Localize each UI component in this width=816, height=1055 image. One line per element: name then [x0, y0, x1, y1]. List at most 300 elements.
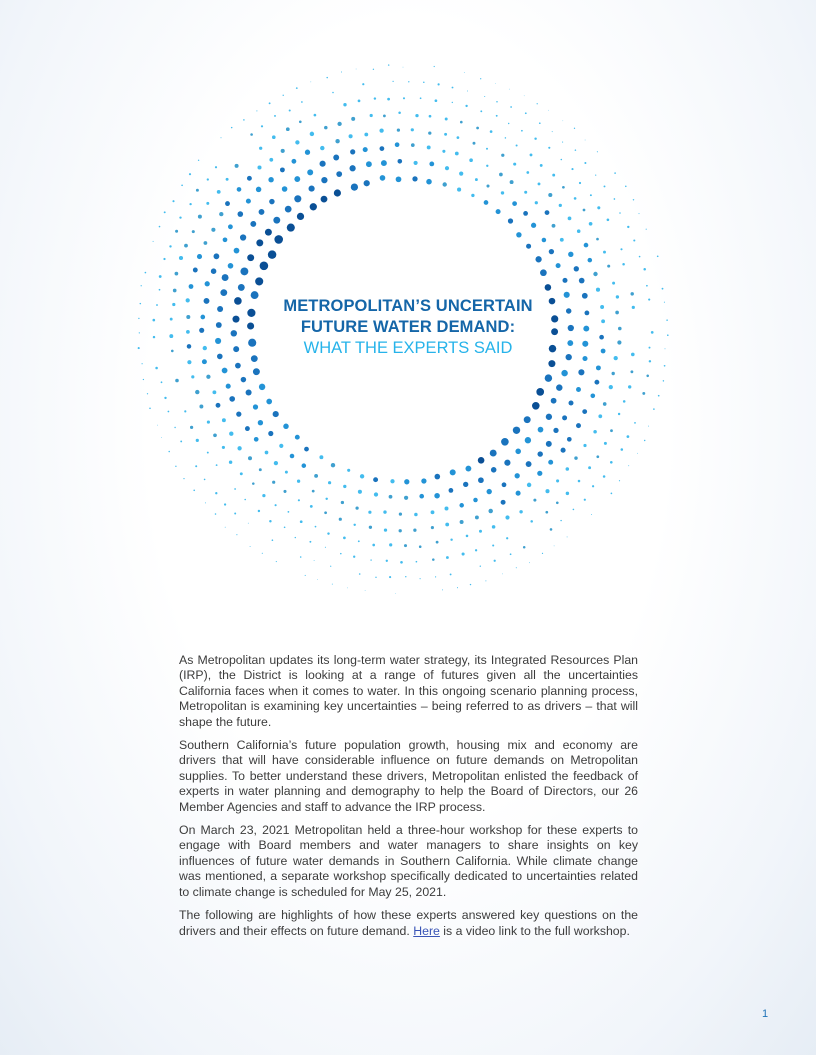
- decorative-dot: [334, 189, 341, 196]
- decorative-dot: [234, 488, 236, 490]
- decorative-dot: [574, 197, 577, 200]
- decorative-dot: [414, 161, 418, 165]
- decorative-dot: [622, 263, 625, 266]
- decorative-dot: [252, 482, 255, 485]
- decorative-dot: [552, 174, 555, 177]
- decorative-dot: [496, 115, 498, 117]
- decorative-dot: [319, 455, 323, 459]
- decorative-dot: [445, 523, 449, 527]
- decorative-dot: [521, 130, 523, 132]
- decorative-dot: [538, 427, 544, 433]
- decorative-dot: [248, 523, 249, 524]
- decorative-dot: [229, 460, 232, 463]
- decorative-dot: [335, 139, 339, 143]
- decorative-dot: [596, 455, 599, 458]
- decorative-dot: [478, 477, 484, 483]
- decorative-dot: [389, 495, 393, 499]
- decorative-dot: [516, 491, 521, 496]
- decorative-dot: [531, 223, 536, 228]
- decorative-dot: [228, 263, 234, 269]
- decorative-dot: [556, 384, 562, 390]
- decorative-dot: [566, 467, 570, 471]
- decorative-dot: [548, 147, 550, 149]
- decorative-dot: [234, 513, 236, 515]
- decorative-dot: [473, 498, 478, 503]
- decorative-dot: [295, 140, 299, 144]
- decorative-dot: [179, 216, 181, 218]
- decorative-dot: [246, 199, 251, 204]
- decorative-dot: [502, 482, 507, 487]
- decorative-dot: [358, 100, 361, 103]
- video-link[interactable]: Here: [413, 923, 440, 938]
- decorative-dot: [253, 404, 258, 409]
- decorative-dot: [545, 489, 549, 493]
- decorative-dot: [383, 115, 386, 118]
- decorative-dot: [156, 304, 158, 306]
- decorative-dot: [445, 118, 448, 121]
- decorative-dot: [545, 374, 552, 381]
- decorative-dot: [614, 172, 616, 174]
- decorative-dot: [273, 411, 279, 417]
- decorative-dot: [465, 466, 471, 472]
- decorative-dot: [579, 182, 581, 184]
- decorative-dot: [164, 211, 166, 213]
- decorative-dot: [397, 128, 400, 131]
- decorative-dot: [226, 384, 231, 389]
- decorative-dot: [537, 471, 542, 476]
- decorative-dot: [506, 537, 508, 539]
- decorative-dot: [222, 274, 229, 281]
- decorative-dot: [415, 114, 418, 117]
- decorative-dot: [225, 527, 226, 528]
- decorative-dot: [616, 295, 619, 298]
- decorative-dot: [648, 299, 650, 301]
- decorative-dot: [423, 82, 425, 84]
- decorative-dot: [428, 131, 431, 134]
- decorative-dot: [320, 161, 326, 167]
- decorative-dot: [169, 245, 171, 247]
- decorative-dot: [560, 520, 561, 521]
- decorative-dot: [236, 411, 241, 416]
- decorative-dot: [434, 493, 440, 499]
- decorative-dot: [238, 284, 245, 291]
- title-line-1: METROPOLITAN’S UNCERTAIN: [283, 297, 533, 315]
- decorative-dot: [245, 426, 250, 431]
- decorative-dot: [604, 442, 607, 445]
- decorative-dot: [436, 541, 439, 544]
- decorative-dot: [471, 194, 474, 197]
- decorative-dot: [553, 428, 558, 433]
- decorative-dot: [143, 379, 144, 380]
- paragraph: On March 23, 2021 Metropolitan held a three-hour workshop for these experts to engage with Board members and water managers to share insights on key influences of future water demands in Southern California. While climate change was mentioned, a separate workshop specifically dedicated to uncertainties related to climate change is scheduled for May 25, 2021.: [179, 823, 638, 899]
- decorative-dot: [539, 122, 541, 124]
- decorative-dot: [205, 502, 206, 503]
- decorative-dot: [330, 566, 331, 567]
- decorative-dot: [501, 438, 509, 446]
- decorative-dot: [310, 505, 313, 508]
- decorative-dot: [248, 456, 252, 460]
- decorative-dot: [515, 473, 520, 478]
- decorative-dot: [513, 427, 520, 434]
- decorative-dot: [358, 540, 360, 542]
- decorative-dot: [526, 244, 531, 249]
- decorative-dot: [411, 128, 414, 131]
- decorative-dot: [444, 133, 447, 136]
- decorative-dot: [325, 498, 327, 500]
- decorative-dot: [450, 538, 452, 540]
- decorative-dot: [649, 360, 651, 362]
- decorative-dot: [446, 556, 449, 559]
- decorative-dot: [588, 258, 593, 263]
- decorative-dot: [388, 64, 389, 65]
- decorative-dot: [649, 347, 651, 349]
- decorative-dot: [285, 471, 288, 474]
- decorative-dot: [360, 474, 364, 478]
- decorative-dot: [516, 232, 521, 237]
- decorative-dot: [463, 482, 468, 487]
- decorative-dot: [305, 150, 310, 155]
- decorative-dot: [435, 576, 436, 577]
- decorative-dot: [634, 422, 636, 424]
- decorative-dot: [247, 254, 254, 261]
- decorative-dot: [596, 238, 599, 241]
- decorative-dot: [449, 488, 454, 493]
- decorative-dot: [420, 97, 422, 99]
- decorative-dot: [589, 222, 593, 226]
- decorative-dot: [312, 490, 315, 493]
- decorative-dot: [546, 414, 552, 420]
- decorative-dot: [480, 78, 481, 79]
- decorative-dot: [411, 143, 415, 147]
- decorative-dot: [628, 385, 631, 388]
- decorative-dot: [262, 553, 263, 554]
- decorative-dot: [235, 363, 241, 369]
- decorative-dot: [466, 535, 469, 538]
- decorative-dot: [175, 230, 178, 233]
- decorative-dot: [234, 248, 240, 254]
- decorative-dot: [199, 328, 204, 333]
- decorative-dot: [631, 353, 635, 357]
- decorative-dot: [172, 200, 174, 202]
- decorative-dot: [253, 368, 260, 375]
- decorative-dot: [419, 545, 422, 548]
- decorative-dot: [398, 159, 403, 164]
- decorative-dot: [207, 178, 209, 180]
- decorative-dot: [199, 405, 203, 409]
- decorative-dot: [153, 336, 155, 338]
- decorative-dot: [599, 335, 604, 340]
- decorative-dot: [515, 449, 521, 455]
- decorative-dot: [261, 125, 263, 127]
- decorative-dot: [574, 128, 575, 129]
- decorative-dot: [324, 126, 328, 130]
- decorative-dot: [648, 426, 649, 427]
- decorative-dot: [241, 377, 246, 382]
- decorative-dot: [196, 189, 199, 192]
- decorative-dot: [527, 483, 531, 487]
- decorative-dot: [664, 365, 666, 367]
- decorative-dot: [240, 267, 248, 275]
- decorative-dot: [593, 430, 597, 434]
- decorative-dot: [244, 499, 246, 501]
- decorative-dot: [501, 191, 504, 194]
- decorative-dot: [609, 385, 613, 389]
- decorative-dot: [370, 559, 371, 560]
- decorative-dot: [516, 567, 517, 568]
- decorative-dot: [561, 448, 566, 453]
- decorative-dot: [212, 390, 216, 394]
- decorative-dot: [175, 272, 179, 276]
- decorative-dot: [562, 120, 563, 121]
- decorative-dot: [195, 390, 199, 394]
- decorative-dot: [171, 350, 174, 353]
- decorative-dot: [336, 171, 342, 177]
- decorative-dot: [349, 134, 353, 138]
- decorative-dot: [224, 503, 226, 505]
- decorative-dot: [368, 511, 371, 514]
- decorative-dot: [593, 272, 597, 276]
- decorative-dot: [429, 115, 432, 118]
- decorative-dot: [535, 201, 538, 204]
- decorative-dot: [582, 293, 588, 299]
- decorative-dot: [259, 468, 262, 471]
- decorative-dot: [567, 536, 568, 537]
- decorative-dot: [198, 160, 199, 161]
- decorative-dot: [400, 561, 403, 564]
- decorative-dot: [217, 190, 221, 194]
- decorative-dot: [459, 503, 464, 508]
- decorative-dot: [508, 218, 513, 223]
- decorative-dot: [343, 103, 346, 106]
- decorative-dot: [351, 117, 355, 121]
- decorative-dot: [206, 202, 209, 205]
- decorative-dot: [320, 146, 324, 150]
- decorative-dot: [204, 479, 206, 481]
- decorative-dot: [617, 340, 621, 344]
- decorative-dot: [324, 511, 327, 514]
- decorative-dot: [582, 341, 588, 347]
- decorative-dot: [398, 112, 401, 115]
- decorative-dot: [343, 537, 346, 540]
- decorative-dot: [159, 226, 161, 228]
- paragraph-text: The following are highlights of how these experts answered key questions on the drivers and their effects on future demand.: [179, 908, 638, 938]
- decorative-dot: [257, 165, 261, 169]
- decorative-dot: [530, 153, 533, 156]
- decorative-dot: [443, 182, 447, 186]
- decorative-dot: [307, 169, 313, 175]
- decorative-dot: [445, 166, 449, 170]
- decorative-dot: [566, 492, 569, 495]
- decorative-dot: [583, 326, 589, 332]
- decorative-dot: [266, 399, 272, 405]
- decorative-dot: [274, 235, 283, 244]
- decorative-dot: [492, 525, 496, 529]
- decorative-dot: [577, 229, 581, 233]
- decorative-dot: [416, 561, 418, 563]
- decorative-dot: [341, 71, 342, 72]
- decorative-dot: [326, 77, 327, 78]
- decorative-dot: [170, 318, 173, 321]
- decorative-dot: [314, 560, 315, 561]
- decorative-dot: [141, 285, 142, 286]
- decorative-dot: [365, 590, 366, 591]
- decorative-dot: [339, 518, 342, 521]
- decorative-dot: [363, 147, 368, 152]
- decorative-dot: [310, 82, 311, 83]
- decorative-dot: [258, 420, 263, 425]
- decorative-dot: [554, 546, 555, 547]
- decorative-dot: [592, 485, 594, 487]
- decorative-dot: [159, 289, 161, 291]
- decorative-dot: [350, 149, 355, 154]
- decorative-dot: [309, 186, 315, 192]
- decorative-dot: [552, 131, 553, 132]
- decorative-dot: [240, 234, 246, 240]
- decorative-dot: [562, 186, 565, 189]
- decorative-dot: [612, 372, 615, 375]
- decorative-dot: [255, 277, 263, 285]
- decorative-dot: [479, 530, 482, 533]
- decorative-dot: [566, 308, 571, 313]
- decorative-dot: [236, 534, 237, 535]
- decorative-dot: [666, 319, 668, 321]
- decorative-dot: [223, 237, 228, 242]
- decorative-dot: [657, 255, 659, 257]
- decorative-dot: [427, 145, 431, 149]
- decorative-dot: [435, 99, 438, 102]
- decorative-dot: [283, 424, 289, 430]
- decorative-dot: [588, 466, 591, 469]
- decorative-dot: [172, 303, 175, 306]
- decorative-dot: [646, 375, 649, 378]
- decorative-dot: [578, 369, 584, 375]
- decorative-dot: [412, 176, 417, 181]
- decorative-dot: [295, 435, 300, 440]
- decorative-dot: [603, 475, 606, 478]
- decorative-dot: [459, 171, 463, 175]
- decorative-dot: [496, 209, 501, 214]
- decorative-dot: [300, 556, 302, 558]
- decorative-dot: [524, 416, 531, 423]
- decorative-dot: [187, 360, 191, 364]
- decorative-dot: [480, 110, 482, 112]
- decorative-dot: [189, 173, 191, 175]
- decorative-dot: [179, 256, 183, 260]
- decorative-dot: [508, 123, 509, 124]
- decorative-dot: [583, 209, 586, 212]
- decorative-dot: [231, 127, 232, 128]
- decorative-dot: [399, 512, 402, 515]
- decorative-dot: [296, 87, 298, 89]
- decorative-dot: [574, 266, 579, 271]
- decorative-dot: [550, 528, 553, 531]
- decorative-dot: [567, 437, 572, 442]
- decorative-dot: [142, 363, 143, 364]
- decorative-dot: [486, 184, 489, 187]
- decorative-dot: [452, 102, 453, 103]
- decorative-dot: [272, 481, 275, 484]
- decorative-dot: [215, 166, 217, 168]
- decorative-dot: [145, 272, 147, 274]
- decorative-dot: [274, 115, 276, 117]
- decorative-dot: [390, 479, 394, 483]
- decorative-dot: [272, 539, 274, 541]
- decorative-dot: [314, 114, 317, 117]
- decorative-dot: [173, 289, 177, 293]
- decorative-dot: [487, 489, 492, 494]
- decorative-dot: [333, 155, 339, 161]
- decorative-dot: [225, 201, 230, 206]
- decorative-dot: [286, 127, 290, 131]
- decorative-dot: [325, 547, 326, 548]
- decorative-dot: [161, 437, 162, 438]
- decorative-dot: [369, 526, 372, 529]
- decorative-dot: [642, 392, 645, 395]
- decorative-dot: [262, 494, 265, 497]
- decorative-dot: [556, 479, 559, 482]
- decorative-dot: [594, 380, 599, 385]
- decorative-dot: [615, 311, 619, 315]
- decorative-dot: [283, 490, 286, 493]
- paragraph: As Metropolitan updates its long-term water strategy, its Integrated Resources Plan (IRP), the District is looking at a range of futures given all the uncertainties California faces when it comes to water. In this ongoing scenario planning process, Metropolitan is examining key uncertainties – being referred to as drivers – that will shape the future.: [179, 653, 638, 729]
- decorative-dot: [186, 330, 190, 334]
- decorative-dot: [404, 479, 409, 484]
- decorative-dot: [280, 167, 285, 172]
- decorative-dot: [561, 370, 567, 376]
- decorative-dot: [191, 375, 194, 378]
- decorative-dot: [621, 448, 624, 451]
- decorative-dot: [590, 194, 592, 196]
- decorative-dot: [639, 256, 641, 258]
- decorative-dot: [384, 528, 387, 531]
- decorative-dot: [246, 389, 252, 395]
- decorative-dot: [356, 69, 357, 70]
- decorative-dot: [504, 460, 510, 466]
- decorative-dot: [221, 137, 222, 138]
- decorative-dot: [591, 514, 592, 515]
- decorative-dot: [299, 120, 302, 123]
- decorative-dot: [576, 423, 581, 428]
- decorative-dot: [321, 177, 327, 183]
- decorative-dot: [628, 465, 629, 466]
- decorative-dot: [256, 239, 263, 246]
- decorative-dot: [215, 513, 217, 515]
- decorative-dot: [332, 584, 333, 585]
- decorative-dot: [305, 575, 306, 576]
- decorative-dot: [341, 501, 344, 504]
- decorative-dot: [310, 132, 314, 136]
- decorative-dot: [601, 349, 606, 354]
- decorative-dot: [457, 188, 461, 192]
- decorative-dot: [282, 186, 288, 192]
- decorative-dot: [597, 206, 600, 209]
- decorative-dot: [328, 481, 331, 484]
- decorative-dot: [525, 112, 527, 114]
- decorative-dot: [644, 440, 645, 441]
- decorative-dot: [159, 275, 162, 278]
- decorative-dot: [538, 182, 541, 185]
- decorative-dot: [289, 109, 291, 111]
- decorative-dot: [470, 584, 471, 585]
- decorative-dot: [545, 210, 550, 215]
- decorative-dot: [157, 425, 158, 426]
- decorative-dot: [229, 432, 233, 436]
- decorative-dot: [579, 278, 585, 284]
- decorative-dot: [392, 81, 393, 82]
- decorative-dot: [627, 226, 629, 228]
- decorative-dot: [395, 142, 400, 147]
- decorative-dot: [139, 332, 140, 333]
